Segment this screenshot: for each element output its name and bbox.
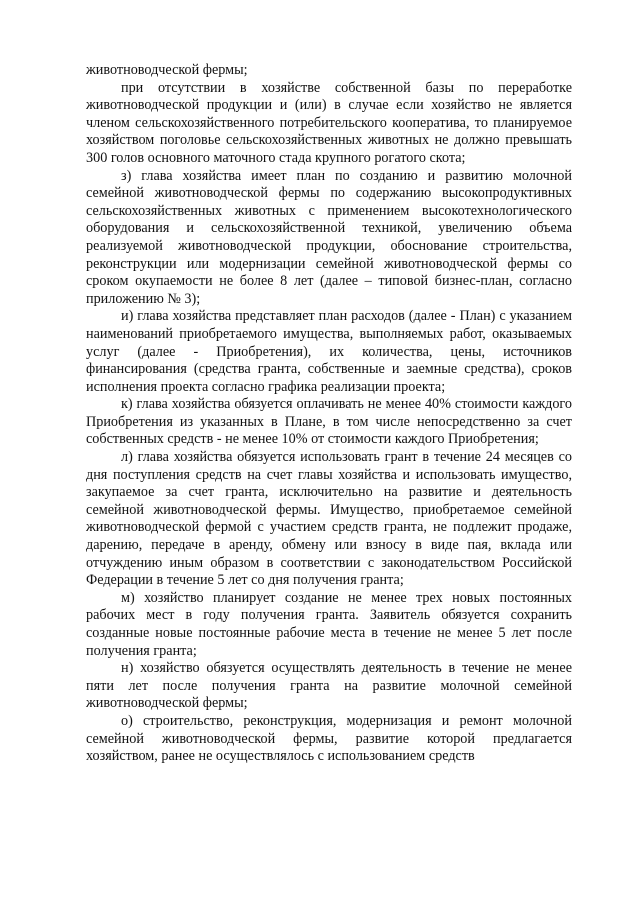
paragraph-continuation: животноводческой фермы; (86, 62, 248, 78)
document-page (86, 62, 572, 766)
paragraph-z-business-plan: з) глава хозяйства имеет план по созданию и развитию молочной семейной животноводческой фермы по содержанию высокопродуктивных сельскохозяйственных животных с применением высокотехнологического оборудования и сельскохозяйственной техникой, увеличению объема реализуемой животноводческой продукции, обоснование строительства, реконструкции или модернизации семейной животноводческой фермы со сроком окупаемости не более 8 лет (далее – типовой бизнес-план, согласно приложению № 3); (86, 167, 572, 307)
paragraph-m-jobs: м) хозяйство планирует создание не менее трех новых постоянных рабочих мест в году получения гранта. Заявитель обязуется сохранить созданные новые постоянные рабочие места в течение не менее 5 лет после получения гранта; (86, 589, 572, 659)
paragraph-o-construction: о) строительство, реконструкция, модернизация и ремонт молочной семейной животноводческой фермы, развитие которой предлагается хозяйством, ранее не осуществлялось с использованием средств (86, 712, 572, 765)
paragraph-l-grant-usage: л) глава хозяйства обязуется использовать грант в течение 24 месяцев со дня поступления средств на счет главы хозяйства и использовать имущество, закупаемое за счет гранта, исключительно на развитие и деятельность семейной животноводческой фермы. Имущество, приобретаемое семейной животноводческой фермой с участием средств гранта, не подлежит продаже, дарению, передаче в аренду, обмену или взносу в виде пая, вклада или отчуждению иным образом в соответствии с законодательством Российской Федерации в течение 5 лет со дня получения гранта; (86, 449, 572, 589)
paragraph-k-cofinancing: к) глава хозяйства обязуется оплачивать не менее 40% стоимости каждого Приобретения из указанных в Плане, в том числе непосредственно за счет собственных средств - не менее 10% от стоимости каждого Приобретения; (86, 396, 572, 448)
paragraph-herd-limit: при отсутствии в хозяйстве собственной базы по переработке животноводческой продукции и (или) в случае если хозяйство не является членом сельскохозяйственного потребительского кооператива, то планируемое хозяйством поголовье сельскохозяйственных животных не должно превышать 300 голов основного маточного стада крупного рогатого скота; (86, 79, 572, 166)
paragraph-n-activity-period: н) хозяйство обязуется осуществлять деятельность в течение не менее пяти лет после получения гранта на развитие молочной семейной животноводческой фермы; (86, 660, 572, 712)
paragraph-i-expense-plan: и) глава хозяйства представляет план расходов (далее - План) с указанием наименований приобретаемого имущества, выполняемых работ, оказываемых услуг (далее - Приобретения), их количества, цены, источников финансирования (средства гранта, собственные и заемные средства), сроков исполнения проекта согласно графика реализации проекта; (86, 308, 572, 395)
